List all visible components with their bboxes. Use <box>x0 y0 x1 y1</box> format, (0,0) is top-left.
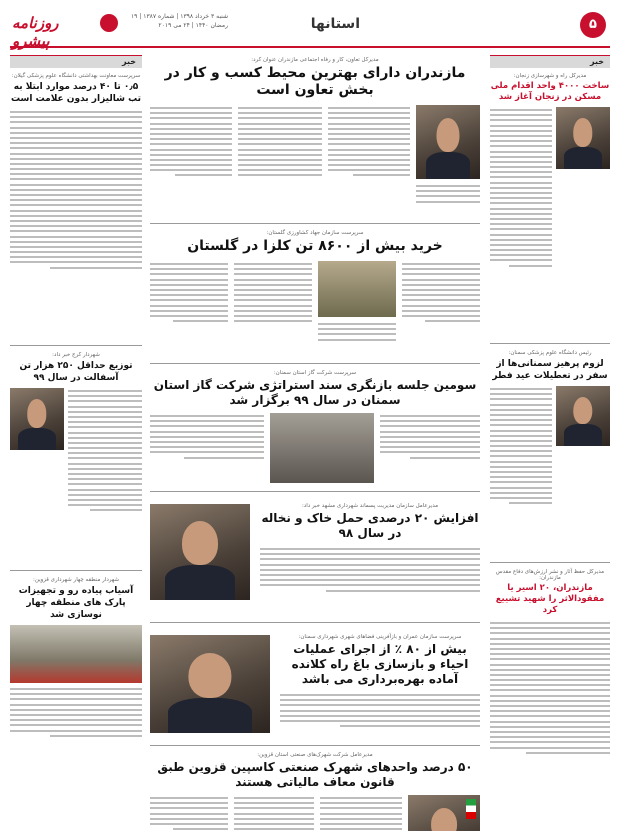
article-body-group <box>150 629 480 739</box>
story-body <box>10 109 142 339</box>
official-photo <box>416 105 480 179</box>
meeting-photo <box>270 413 374 483</box>
article-headline: خرید بیش از ۸۶۰۰ تن کلزا در گلستان <box>187 238 443 254</box>
story-title: مازندران، ۲۰ اسیر یا مفقودالاثر را شهید تشییع کرد <box>495 583 605 615</box>
story-body <box>490 386 552 556</box>
main-news-column <box>150 55 480 831</box>
article-body-group <box>150 261 480 357</box>
story-body <box>490 107 552 337</box>
story-title: لزوم پرهیز سمنانی‌ها از سفر در تعطیلات عید فطر <box>492 359 608 381</box>
story-title: ۰٫۵ تا ۴۰ درصد موارد ابتلا به تب شالیزار بدون علامت است <box>11 82 141 104</box>
article-kicker: مدیرکل تعاون، کار و رفاه اجتماعی مازندران عنوان کرد: <box>251 57 379 63</box>
article-kicker: سرپرست سازمان عمران و بازآفرینی فضاهای شهری شهرداری سمنان: <box>298 634 462 640</box>
newspaper-logo: روزنامه پیشرو <box>12 14 59 50</box>
official-photo <box>556 107 610 169</box>
story-kicker: مدیرکل حفظ آثار و نشر ارزش‌های دفاع مقدس مازندران: <box>495 569 605 581</box>
park-photo <box>10 625 142 683</box>
flag-icon <box>466 799 476 819</box>
article-headline: بیش از ۸۰ ٪ از اجرای عملیات احیاء و بازسازی باغ راه کلانده آماده بهره‌برداری می باشد <box>291 642 469 686</box>
story-kicker: رئیس دانشگاه علوم پزشکی سمنان: <box>508 350 592 356</box>
right-column-band: خبر <box>490 55 610 68</box>
story-body <box>10 686 142 766</box>
official-photo <box>556 386 610 446</box>
story-kicker: شهردار منطقه چهار شهرداری قزوین: <box>33 577 119 583</box>
article-headline: ۵۰ درصد واحدهای شهرک صنعتی کاسپین قزوین طبق قانون معاف مالیاتی هستند <box>157 760 473 789</box>
article-headline: افزایش ۲۰ درصدی حمل خاک و نخاله در سال ۹۸ <box>261 511 479 540</box>
article-kicker: مدیرعامل شرکت شهرک‌های صنعتی استان قزوین: <box>257 752 373 758</box>
dateline: شنبه ۳ خرداد ۱۳۹۸ | شماره ۱۳۸۷ | ۱۹ رمضان ۱۴۴۰ | ۲۴ می ۲۰۱۹ <box>130 13 228 29</box>
article-headline: مازندران دارای بهترین محیط کسب و کار در بخش تعاون است <box>164 65 466 98</box>
article-kicker: سرپرست شرکت گاز استان سمنان: <box>273 370 357 376</box>
article-kicker: مدیرعامل سازمان مدیریت پسماند شهرداری مشهد خبر داد: <box>301 503 439 509</box>
story-body <box>490 620 610 820</box>
article-body-group <box>150 413 480 485</box>
story-title: توزیع حداقل ۲۵۰ هزار تن آسفالت در سال ۹۹ <box>19 361 133 383</box>
section-title: استانها <box>310 16 360 32</box>
story-body <box>68 388 142 564</box>
story-title: ساخت ۴۰۰۰ واحد اقدام ملی مسکن در زنجان آغاز شد <box>490 81 610 102</box>
official-photo <box>150 635 270 733</box>
official-photo <box>10 388 64 450</box>
article-body-group <box>150 498 480 616</box>
story-kicker: مدیرکل راه و شهرسازی زنجان: <box>513 73 587 79</box>
article-body-group <box>150 105 480 217</box>
story-kicker: شهردار کرج خبر داد: <box>52 352 100 358</box>
left-column-band: خبر <box>10 55 142 68</box>
official-photo <box>150 504 250 600</box>
story-kicker: سرپرست معاونت بهداشتی دانشگاه علوم پزشکی گیلان: <box>11 73 141 79</box>
story-title: آسیاب پیاده رو و تجهیزات پارک های منطقه چهار نوسازی شد <box>18 586 134 620</box>
page-number: ۵ <box>580 12 606 38</box>
logo-icon <box>100 14 118 32</box>
left-news-column <box>10 55 142 831</box>
page-header <box>10 8 610 48</box>
article-headline: سومین جلسه بازنگری سند استراتژی شرکت گاز استان سمنان در سال ۹۹ برگزار شد <box>153 378 477 407</box>
right-news-column <box>490 55 610 831</box>
article-body-group <box>150 795 480 831</box>
article-kicker: سرپرست سازمان جهاد کشاورزی گلستان: <box>266 230 364 236</box>
canola-field-photo <box>318 261 396 317</box>
